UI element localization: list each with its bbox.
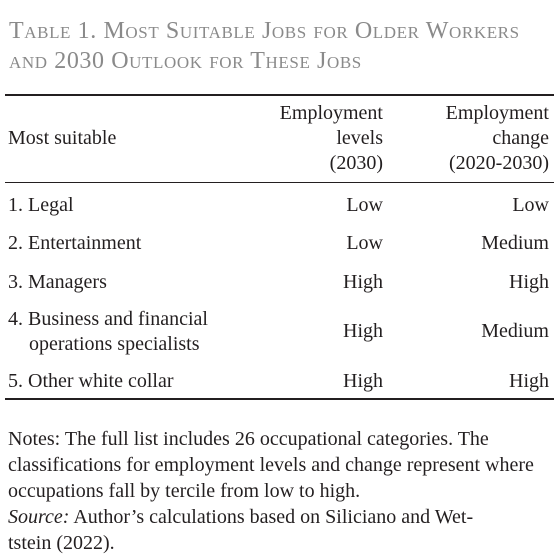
header-employment-change-line-2: change <box>492 127 549 149</box>
source-text-line-1: Author’s calculations based on Siliciano and Wet- <box>69 506 474 528</box>
row-1-change: Low <box>512 194 549 216</box>
notes-text: Notes: The full list includes 26 occupational categories. The classifications for employment levels and change represent where occupations fall by tercile from low to high. <box>8 428 534 502</box>
header-most-suitable: Most suitable <box>8 127 117 149</box>
header-employment-levels-line-2: levels <box>336 127 383 149</box>
row-5-job: 5. Other white collar <box>8 370 174 392</box>
table-title <box>9 16 554 76</box>
source-text-line-2: tstein (2022). <box>8 532 115 554</box>
row-4-job <box>8 307 208 357</box>
header-employment-levels <box>270 101 383 176</box>
row-2-level: Low <box>346 232 383 254</box>
header-rule <box>5 182 554 183</box>
header-employment-levels-line-3: (2030) <box>329 152 383 174</box>
table-title-line-2: and 2030 Outlook for These Jobs <box>9 48 362 74</box>
row-5-level: High <box>343 370 383 392</box>
row-4-job-line-2: operations specialists <box>29 333 200 355</box>
row-3-level: High <box>343 271 383 293</box>
top-rule <box>5 94 554 96</box>
header-employment-levels-line-1: Employment <box>279 102 383 124</box>
bottom-rule <box>5 398 554 400</box>
row-4-level: High <box>343 320 383 342</box>
row-5-change: High <box>509 370 549 392</box>
header-employment-change-line-1: Employment <box>445 102 549 124</box>
row-2-change: Medium <box>481 232 549 254</box>
row-3-change: High <box>509 271 549 293</box>
row-4-job-line-1: 4. Business and financial <box>8 308 208 330</box>
table-notes <box>8 426 556 556</box>
table-title-line-1: Table 1. Most Suitable Jobs for Older Workers <box>9 18 520 44</box>
source-label: Source: <box>8 506 70 528</box>
row-4-change: Medium <box>481 320 549 342</box>
row-1-job: 1. Legal <box>8 194 74 216</box>
row-2-job: 2. Entertainment <box>8 232 142 254</box>
row-1-level: Low <box>346 194 383 216</box>
row-3-job: 3. Managers <box>8 271 107 293</box>
source-note <box>8 504 556 556</box>
header-employment-change <box>420 101 549 176</box>
header-employment-change-line-3: (2020-2030) <box>449 152 549 174</box>
